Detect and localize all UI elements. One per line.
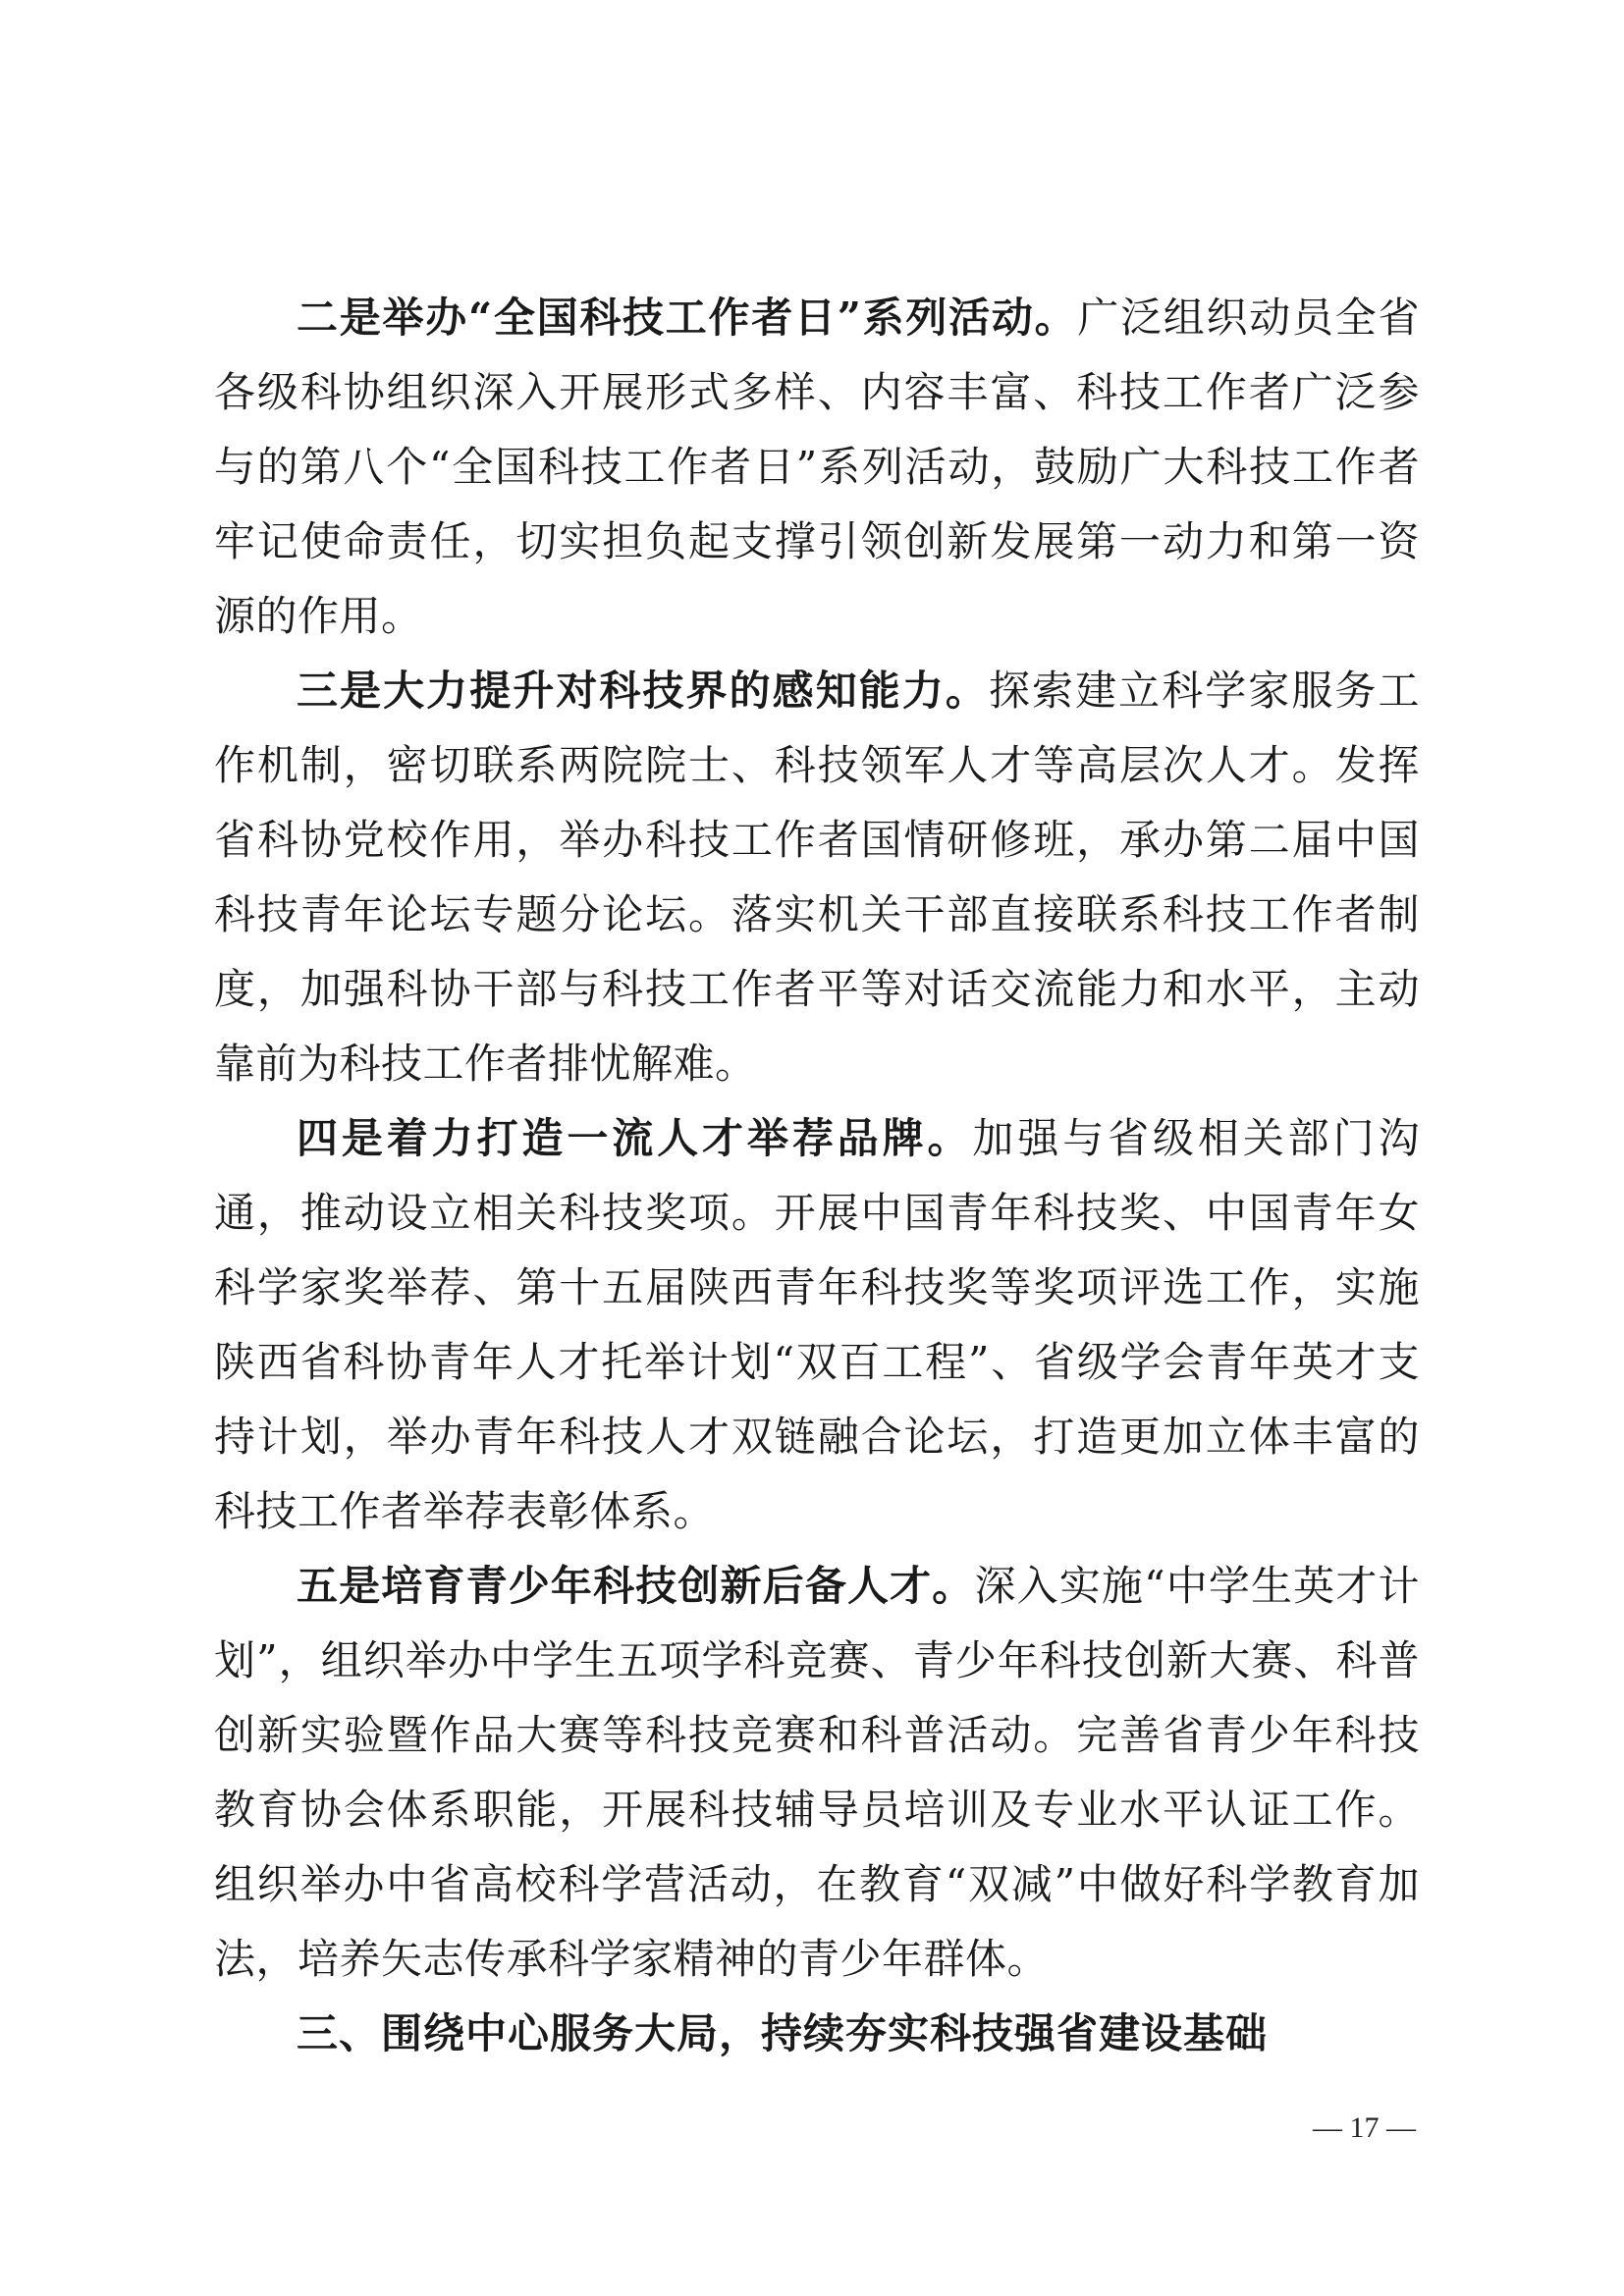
section-heading: 三、围绕中心服务大局，持续夯实科技强省建设基础	[297, 2009, 1269, 2057]
paragraph-body: 加强与省级相关部门沟通，推动设立相关科技奖项。开展中国青年科技奖、中国青年女科学家奖举荐、第十五届陕西青年科技奖等奖项评选工作，实施陕西省科协青年人才托举计划“双百工程”、省级学会青年英才支持计划，举办青年科技人才双链融合论坛，打造更加立体丰富的科技工作者举荐表彰体系。	[214, 1114, 1420, 1535]
paragraph-body: 深入实施“中学生英才计划”，组织举办中学生五项学科竞赛、青少年科技创新大赛、科普创新实验暨作品大赛等科技竞赛和科普活动。完善省青少年科技教育协会体系职能，开展科技辅导员培训及专业水平认证工作。组织举办中省高校科学营活动，在教育“双减”中做好科学教育加法，培养矢志传承科学家精神的青少年群体。	[214, 1562, 1420, 1983]
paragraph-talent-recommendation	[214, 1101, 1420, 1549]
paragraph-perception-ability	[214, 654, 1420, 1101]
paragraph-lead: 三是大力提升对科技界的感知能力。	[297, 667, 989, 715]
paragraph-science-worker-day	[214, 281, 1420, 654]
document-body	[214, 281, 1420, 2071]
paragraph-lead: 四是着力打造一流人才举荐品牌。	[297, 1114, 973, 1162]
paragraph-body: 探索建立科学家服务工作机制，密切联系两院院士、科技领军人才等高层次人才。发挥省科协党校作用，举办科技工作者国情研修班，承办第二届中国科技青年论坛专题分论坛。落实机关干部直接联系科技工作者制度，加强科协干部与科技工作者平等对话交流能力和水平，主动靠前为科技工作者排忧解难。	[214, 667, 1420, 1088]
page-number: — 17 —	[1313, 2111, 1416, 2144]
paragraph-youth-innovation	[214, 1549, 1420, 1997]
paragraph-lead: 二是举办“全国科技工作者日”系列活动。	[297, 294, 1078, 342]
paragraph-lead: 五是培育青少年科技创新后备人才。	[297, 1562, 975, 1610]
paragraph-body: 广泛组织动员全省各级科协组织深入开展形式多样、内容丰富、科技工作者广泛参与的第八个“全国科技工作者日”系列活动，鼓励广大科技工作者牢记使命责任，切实担负起支撑引领创新发展第一动力和第一资源的作用。	[214, 294, 1420, 640]
